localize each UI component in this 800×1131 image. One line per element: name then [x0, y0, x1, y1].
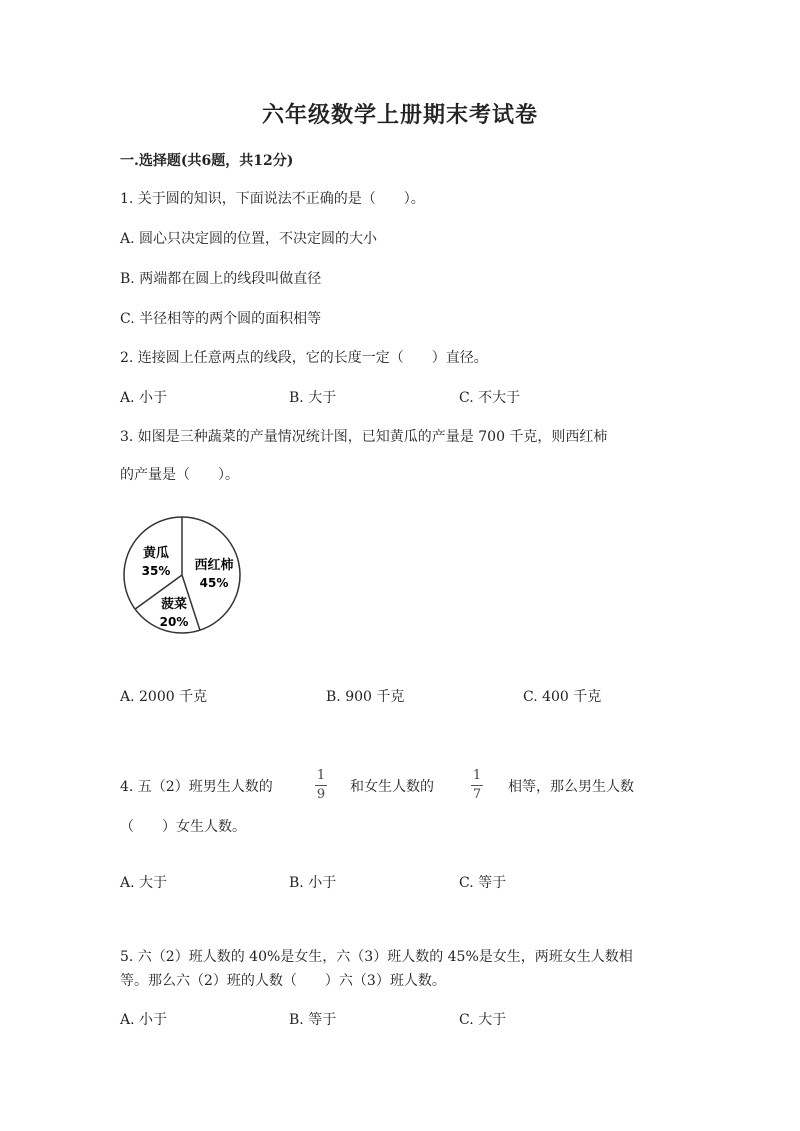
- fraction-numerator: 1: [316, 768, 326, 783]
- question-3-option-b[interactable]: B. 900 千克: [326, 689, 405, 705]
- question-2-option-a[interactable]: A. 小于: [120, 390, 168, 406]
- question-2-option-c[interactable]: C. 不大于: [459, 390, 521, 406]
- fraction-one-ninth: [311, 769, 331, 802]
- question-4-stem-part-1: 4. 五（2）班男生人数的: [120, 779, 273, 795]
- question-1-option-c[interactable]: C. 半径相等的两个圆的面积相等: [120, 311, 322, 327]
- question-4-stem-part-3: 相等，那么男生人数: [508, 779, 634, 795]
- question-4-stem-line-2: （ ）女生人数。: [120, 819, 246, 835]
- question-1-option-b[interactable]: B. 两端都在圆上的线段叫做直径: [120, 271, 322, 287]
- question-4-option-a[interactable]: A. 大于: [120, 875, 168, 891]
- fraction-bar: [471, 785, 483, 786]
- fraction-denominator: 9: [316, 787, 326, 802]
- question-5-option-c[interactable]: C. 大于: [459, 1012, 507, 1028]
- question-5-stem-line-2: 等。那么六（2）班的人数（ ）六（3）班人数。: [120, 973, 446, 989]
- question-5-option-a[interactable]: A. 小于: [120, 1012, 168, 1028]
- question-3-stem-line-2: 的产量是（ ）。: [120, 467, 239, 483]
- question-2-stem: 2. 连接圆上任意两点的线段，它的长度一定（ ）直径。: [120, 350, 488, 366]
- question-5-stem-line-1: 5. 六（2）班人数的 40%是女生，六（3）班人数的 45%是女生，两班女生人数相: [120, 949, 633, 965]
- pie-label-cucumber: 黄瓜: [142, 546, 170, 561]
- question-4-stem-part-2: 和女生人数的: [350, 779, 434, 795]
- question-1-stem: 1. 关于圆的知识，下面说法不正确的是（ ）。: [120, 191, 425, 207]
- fraction-denominator: 7: [472, 787, 482, 802]
- question-1-option-a[interactable]: A. 圆心只决定圆的位置，不决定圆的大小: [120, 231, 378, 247]
- pie-value-tomato: 45%: [199, 576, 229, 590]
- pie-label-spinach: 菠菜: [160, 597, 188, 612]
- vegetable-pie-chart: [118, 514, 252, 642]
- pie-value-spinach: 20%: [159, 615, 189, 629]
- pie-label-tomato: 西红柿: [194, 558, 234, 573]
- pie-value-cucumber: 35%: [141, 564, 171, 578]
- question-5-option-b[interactable]: B. 等于: [289, 1012, 337, 1028]
- fraction-one-seventh: [467, 769, 487, 802]
- question-4-option-b[interactable]: B. 小于: [289, 875, 337, 891]
- question-3-option-a[interactable]: A. 2000 千克: [120, 689, 208, 705]
- question-3-stem-line-1: 3. 如图是三种蔬菜的产量情况统计图，已知黄瓜的产量是 700 千克，则西红柿: [120, 429, 608, 445]
- fraction-bar: [315, 785, 327, 786]
- question-3-option-c[interactable]: C. 400 千克: [523, 689, 602, 705]
- fraction-numerator: 1: [472, 768, 482, 783]
- page-title: 六年级数学上册期末考试卷: [261, 102, 538, 128]
- question-2-option-b[interactable]: B. 大于: [289, 390, 337, 406]
- section-heading: 一.选择题(共6题，共12分): [120, 153, 294, 169]
- question-4-option-c[interactable]: C. 等于: [459, 875, 507, 891]
